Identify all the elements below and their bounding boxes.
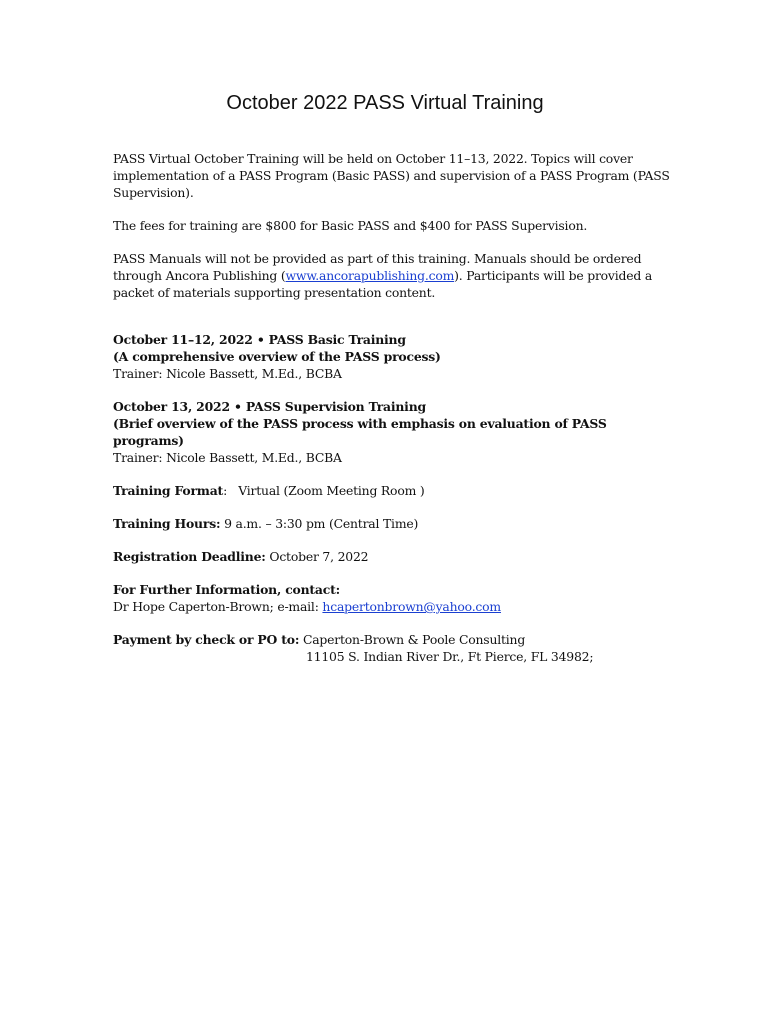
session-basic-heading: October 11–12, 2022 • PASS Basic Training xyxy=(113,332,406,347)
training-format-label: Training Format xyxy=(113,483,224,498)
document-body xyxy=(113,150,673,665)
session-supervision-subheading: (Brief overview of the PASS process with emphasis on evaluation of PASS programs) xyxy=(113,416,607,448)
manuals-text-start: PASS Manuals will not be provided as part of this training. Manuals should be ordered through Ancora Publishing ( xyxy=(113,251,642,283)
training-hours-value: 9 a.m. – 3:30 pm (Central Time) xyxy=(220,516,419,531)
manuals-text-end: ). Participants will be provided a packet of materials supporting presentation content. xyxy=(113,268,653,300)
session-supervision-heading: October 13, 2022 • PASS Supervision Training xyxy=(113,399,426,414)
training-hours-label: Training Hours: xyxy=(113,516,221,531)
fees-paragraph: The fees for training are $800 for Basic PASS and $400 for PASS Supervision. xyxy=(113,218,588,233)
registration-deadline-label: Registration Deadline: xyxy=(113,549,266,564)
intro-paragraph: PASS Virtual October Training will be held on October 11–13, 2022. Topics will cover implementation of a PASS Program (Basic PASS) and supervision of a PASS Program (PASS Supervision). xyxy=(113,151,670,200)
training-format xyxy=(113,482,673,499)
contact-email-link[interactable]: hcapertonbrown@yahoo.com xyxy=(322,599,501,614)
training-format-value: Virtual (Zoom Meeting Room ) xyxy=(238,483,425,498)
payment-label: Payment by check or PO to: xyxy=(113,632,300,647)
session-supervision-trainer: Trainer: Nicole Bassett, M.Ed., BCBA xyxy=(113,450,342,465)
contact-line xyxy=(113,598,673,615)
contact-label: For Further Information, contact: xyxy=(113,582,341,597)
training-format-sep: : xyxy=(223,483,239,498)
manuals-paragraph xyxy=(113,250,673,301)
session-basic-subheading: (A comprehensive overview of the PASS process) xyxy=(113,349,441,364)
registration-deadline-value: October 7, 2022 xyxy=(265,549,369,564)
session-basic-trainer: Trainer: Nicole Bassett, M.Ed., BCBA xyxy=(113,366,342,381)
registration-deadline xyxy=(113,548,673,565)
payment-payee: Caperton-Brown & Poole Consulting xyxy=(299,632,526,647)
ancora-publishing-link[interactable]: www.ancorapublishing.com xyxy=(285,268,455,283)
payment-address: 11105 S. Indian River Dr., Ft Pierce, FL 34982; xyxy=(306,649,594,664)
page-title: October 2022 PASS Virtual Training xyxy=(226,92,544,114)
contact-name: Dr Hope Caperton-Brown; e-mail: xyxy=(113,599,323,614)
training-hours xyxy=(113,515,673,532)
payment-line xyxy=(113,631,673,648)
